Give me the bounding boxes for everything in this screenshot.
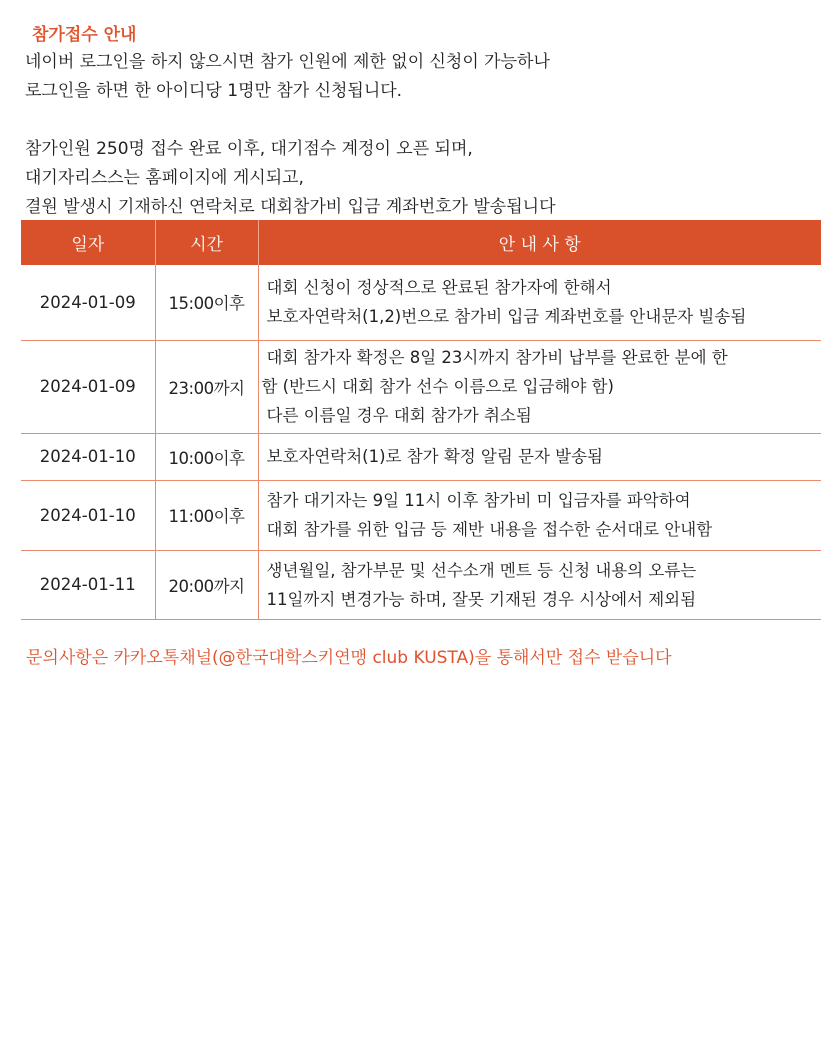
intro-line: 로그인을 하면 한 아이디당 1명만 참가 신청됩니다. bbox=[25, 81, 403, 101]
spacer bbox=[25, 106, 825, 135]
row-date: 2024-01-10 bbox=[21, 433, 155, 480]
info-line: 다른 이름일 경우 대회 참가가 취소됨 bbox=[266, 406, 532, 425]
info-line: 참가 대기자는 9일 11시 이후 참가비 미 입금자를 파악하여 bbox=[266, 491, 691, 510]
row-time: 23:00까지 bbox=[155, 340, 258, 433]
row-info bbox=[258, 340, 821, 433]
info-line: 보호자연락처(1,2)번으로 참가비 입금 계좌번호를 안내문자 빌송됨 bbox=[266, 307, 747, 327]
row-time: 20:00까지 bbox=[155, 550, 258, 619]
info-line: 대회 참가를 위한 입금 등 제반 내용을 접수한 순서대로 안내함 bbox=[266, 520, 713, 539]
table-header-row bbox=[21, 220, 821, 265]
row-time: 10:00이후 bbox=[155, 433, 258, 480]
table-row bbox=[21, 265, 821, 340]
row-info bbox=[258, 433, 821, 480]
intro-text bbox=[25, 48, 825, 222]
row-time: 15:00이후 bbox=[155, 265, 258, 340]
info-line: 11일까지 변경가능 하며, 잘못 기재된 경우 시상에서 제외됨 bbox=[266, 589, 697, 609]
row-info bbox=[258, 550, 821, 619]
section-title: 참가접수 안내 bbox=[32, 25, 137, 45]
row-date: 2024-01-09 bbox=[21, 265, 155, 340]
info-line: 함 (반드시 대회 참가 선수 이름으로 입금해야 함) bbox=[261, 377, 614, 396]
intro-line: 결원 발생시 기재하신 연락처로 대회참가비 입금 계좌번호가 발송됩니다 bbox=[25, 197, 556, 217]
table-row bbox=[21, 340, 821, 433]
table-row bbox=[21, 550, 821, 619]
row-info bbox=[258, 265, 821, 340]
info-line: 대회 신청이 정상적으로 완료된 참가자에 한해서 bbox=[266, 278, 612, 298]
schedule-table bbox=[21, 220, 821, 620]
table-row bbox=[21, 480, 821, 550]
row-info bbox=[258, 480, 821, 550]
row-date: 2024-01-10 bbox=[21, 480, 155, 550]
info-line: 보호자연락처(1)로 참가 확정 알림 문자 발송됨 bbox=[266, 447, 603, 466]
header-date: 일자 bbox=[21, 220, 155, 265]
info-line: 대회 참가자 확정은 8일 23시까지 참가비 납부를 완료한 분에 한 bbox=[266, 348, 728, 367]
intro-line: 참가인원 250명 접수 완료 이후, 대기점수 계정이 오픈 되며, bbox=[25, 139, 473, 159]
table-row bbox=[21, 433, 821, 480]
row-time: 11:00이후 bbox=[155, 480, 258, 550]
intro-line: 대기자리스스는 홈페이지에 게시되고, bbox=[25, 168, 304, 188]
header-info: 안 내 사 항 bbox=[258, 220, 821, 265]
inquiry-note: 문의사항은 카카오톡채널(@한국대학스키연맹 club KUSTA)을 통해서만 접수 받습니다 bbox=[26, 648, 672, 668]
row-date: 2024-01-11 bbox=[21, 550, 155, 619]
row-date: 2024-01-09 bbox=[21, 340, 155, 433]
info-line: 생년월일, 참가부문 및 선수소개 멘트 등 신청 내용의 오류는 bbox=[266, 560, 697, 580]
header-time: 시간 bbox=[155, 220, 258, 265]
intro-line: 네이버 로그인을 하지 않으시면 참가 인원에 제한 없이 신청이 가능하나 bbox=[25, 52, 550, 72]
